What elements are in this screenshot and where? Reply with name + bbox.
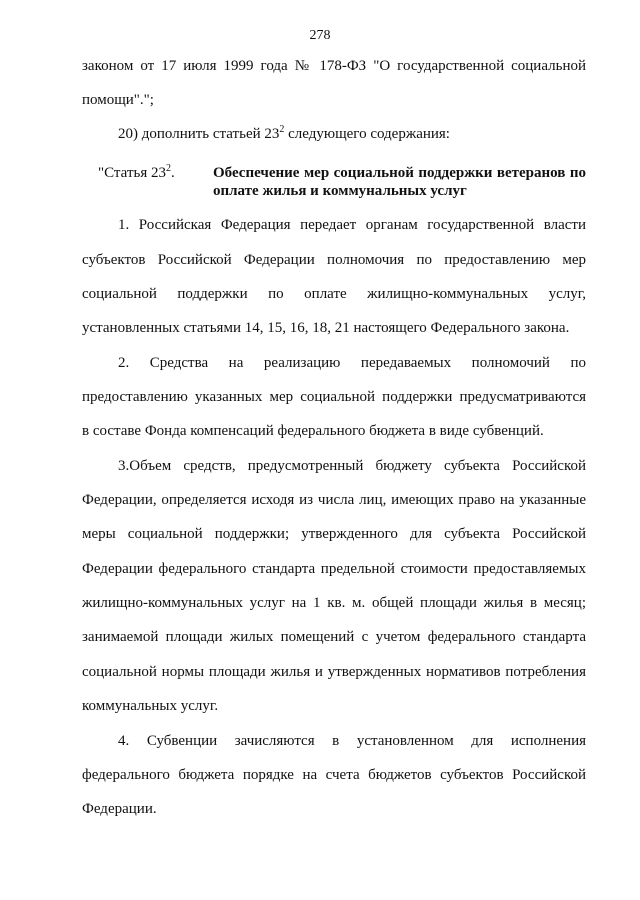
paragraph-4-line-1: 4. Субвенции зачисляются в установленном для исполнения bbox=[118, 733, 586, 749]
paragraph-3-line-7: социальной нормы площади жилья и утвержденных нормативов потребления bbox=[82, 664, 586, 680]
paragraph-3-line-2: Федерации, определяется исходя из числа лиц, имеющих право на указанные bbox=[82, 492, 586, 508]
article-label bbox=[98, 163, 175, 183]
paragraph-4-line-2: федерального бюджета порядке на счета бюджетов субъектов Российской bbox=[82, 767, 586, 783]
article-label-dot: . bbox=[170, 165, 175, 181]
paragraph-3-line-8: коммунальных услуг. bbox=[82, 698, 219, 714]
article-title-line-1: Обеспечение мер социальной поддержки ветеранов по bbox=[213, 165, 586, 181]
paragraph-3-line-1: 3.Объем средств, предусмотренный бюджету субъекта Российской bbox=[118, 458, 586, 474]
item-20 bbox=[118, 124, 586, 144]
paragraph-2-line-1: 2. Средства на реализацию передаваемых полномочий по bbox=[118, 355, 586, 371]
item-20-superscript: 2 bbox=[279, 124, 285, 135]
paragraph-3-line-6: занимаемой площади жилых помещений с учетом федерального стандарта bbox=[82, 629, 586, 645]
paragraph-2-line-3: в составе Фонда компенсаций федерального бюджета в виде субвенций. bbox=[82, 423, 544, 439]
item-20-text: 20) дополнить статьей 23 bbox=[118, 126, 280, 142]
paragraph-1-line-4: установленных статьями 14, 15, 16, 18, 21 настоящего Федерального закона. bbox=[82, 320, 570, 336]
paragraph-4-line-3: Федерации. bbox=[82, 801, 157, 817]
paragraph-3-line-4: Федерации федерального стандарта предельной стоимости предоставляемых bbox=[82, 561, 586, 577]
paragraph-3-line-5: жилищно-коммунальных услуг на 1 кв. м. общей площади жилья в месяц; bbox=[82, 595, 586, 611]
article-label-text: "Статья 23 bbox=[98, 165, 166, 181]
paragraph-3-line-3: меры социальной поддержки; утвержденного для субъекта Российской bbox=[82, 526, 586, 542]
paragraph-1-line-1: 1. Российская Федерация передает органам государственной власти bbox=[118, 217, 586, 233]
paragraph-2-line-2: предоставлению указанных мер социальной поддержки предусматриваются bbox=[82, 389, 586, 405]
paragraph-1-line-2: субъектов Российской Федерации полномочия по предоставлению мер bbox=[82, 252, 586, 268]
item-20-text-after: следующего содержания: bbox=[284, 126, 450, 142]
paragraph-1-line-3: социальной поддержки по оплате жилищно-коммунальных услуг, bbox=[82, 286, 586, 302]
intro-line-1: законом от 17 июля 1999 года № 178-ФЗ "О государственной социальной bbox=[82, 58, 586, 74]
article-label-superscript: 2 bbox=[165, 163, 171, 174]
article-title-line-2: оплате жилья и коммунальных услуг bbox=[213, 183, 467, 199]
intro-line-2: помощи"."; bbox=[82, 92, 154, 108]
page-number: 278 bbox=[309, 28, 331, 43]
